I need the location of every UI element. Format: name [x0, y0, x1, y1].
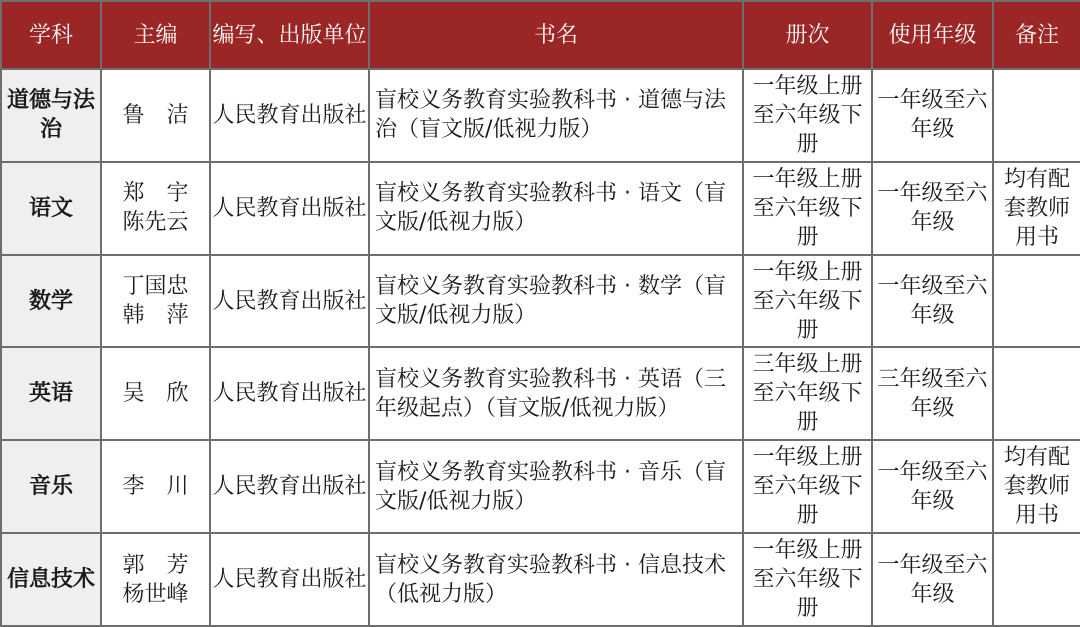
subject-cell-text: 语文 [28, 195, 73, 221]
subject-cell [1, 347, 101, 440]
volumes-cell [743, 162, 872, 255]
grades-cell-text: 一年级至六年级 [877, 459, 988, 514]
editor-cell [101, 533, 210, 626]
title-cell [369, 162, 743, 255]
title-cell-text: 盲校义务教育实验教科书 · 数学（盲文版/低视力版） [375, 274, 726, 329]
subject-cell-text: 道德与法治 [6, 88, 95, 143]
subject-cell-text: 数学 [28, 288, 73, 314]
editor-cell-text: 郭 芳 杨世峰 [122, 552, 189, 607]
editor-cell [101, 347, 210, 440]
subject-cell [1, 69, 101, 162]
table-row [1, 69, 1080, 162]
editor-cell [101, 255, 210, 348]
publisher-cell [210, 347, 369, 440]
title-cell-text: 盲校义务教育实验教科书 · 英语（三年级起点）（盲文版/低视力版） [375, 366, 726, 421]
remarks-cell [993, 69, 1080, 162]
volumes-cell [743, 255, 872, 348]
header-editor: 主编 [101, 1, 210, 69]
subject-cell [1, 162, 101, 255]
publisher-cell-text: 人民教育出版社 [212, 474, 367, 500]
table-body [1, 69, 1080, 626]
volumes-cell-text: 一年级上册至六年级下册 [752, 73, 863, 157]
volumes-cell-text: 一年级上册至六年级下册 [752, 538, 863, 622]
table-row [1, 440, 1080, 533]
volumes-cell [743, 69, 872, 162]
title-cell-text: 盲校义务教育实验教科书 · 信息技术（低视力版） [375, 552, 726, 607]
editor-cell [101, 162, 210, 255]
editor-cell-text: 李 川 [122, 474, 189, 500]
volumes-cell-text: 一年级上册至六年级下册 [752, 259, 863, 343]
table-row [1, 162, 1080, 255]
remarks-cell [993, 162, 1080, 255]
title-cell-text: 盲校义务教育实验教科书 · 音乐（盲文版/低视力版） [375, 459, 726, 514]
title-cell [369, 347, 743, 440]
header-subject: 学科 [1, 1, 101, 69]
publisher-cell-text: 人民教育出版社 [212, 102, 367, 128]
editor-cell [101, 440, 210, 533]
header-publisher: 编写、出版单位 [210, 1, 369, 69]
header-volumes: 册次 [743, 1, 872, 69]
grades-cell [872, 162, 993, 255]
publisher-cell-text: 人民教育出版社 [212, 195, 367, 221]
title-cell-text: 盲校义务教育实验教科书 · 道德与法治（盲文版/低视力版） [375, 88, 726, 143]
volumes-cell [743, 533, 872, 626]
remarks-cell-text: 均有配套教师用书 [1003, 166, 1070, 250]
table-row [1, 347, 1080, 440]
remarks-cell-text: 均有配套教师用书 [1003, 445, 1070, 529]
grades-cell-text: 三年级至六年级 [877, 366, 988, 421]
title-cell [369, 69, 743, 162]
editor-cell-text: 郑 宇 陈先云 [122, 181, 189, 236]
grades-cell-text: 一年级至六年级 [877, 552, 988, 607]
table-row [1, 255, 1080, 348]
subject-cell-text: 信息技术 [6, 567, 95, 593]
grades-cell [872, 69, 993, 162]
publisher-cell-text: 人民教育出版社 [212, 288, 367, 314]
volumes-cell-text: 三年级上册至六年级下册 [752, 352, 863, 436]
table-header-row [1, 1, 1080, 69]
grades-cell [872, 347, 993, 440]
publisher-cell [210, 533, 369, 626]
title-cell [369, 255, 743, 348]
remarks-cell [993, 440, 1080, 533]
publisher-cell-text: 人民教育出版社 [212, 567, 367, 593]
title-cell-text: 盲校义务教育实验教科书 · 语文（盲文版/低视力版） [375, 181, 726, 236]
grades-cell-text: 一年级至六年级 [877, 88, 988, 143]
publisher-cell [210, 255, 369, 348]
subject-cell [1, 255, 101, 348]
remarks-cell [993, 533, 1080, 626]
volumes-cell [743, 347, 872, 440]
grades-cell-text: 一年级至六年级 [877, 274, 988, 329]
subject-cell-text: 英语 [28, 381, 73, 407]
volumes-cell [743, 440, 872, 533]
grades-cell-text: 一年级至六年级 [877, 181, 988, 236]
grades-cell [872, 533, 993, 626]
volumes-cell-text: 一年级上册至六年级下册 [752, 166, 863, 250]
subject-cell [1, 533, 101, 626]
volumes-cell-text: 一年级上册至六年级下册 [752, 445, 863, 529]
remarks-cell [993, 347, 1080, 440]
table-row [1, 533, 1080, 626]
publisher-cell [210, 69, 369, 162]
header-remarks: 备注 [993, 1, 1080, 69]
title-cell [369, 440, 743, 533]
subject-cell [1, 440, 101, 533]
publisher-cell [210, 162, 369, 255]
editor-cell-text: 鲁 洁 [122, 102, 189, 128]
editor-cell [101, 69, 210, 162]
editor-cell-text: 丁国忠 韩 萍 [122, 274, 189, 329]
editor-cell-text: 吴 欣 [122, 381, 189, 407]
header-title: 书名 [369, 1, 743, 69]
remarks-cell [993, 255, 1080, 348]
title-cell [369, 533, 743, 626]
publisher-cell-text: 人民教育出版社 [212, 381, 367, 407]
grades-cell [872, 440, 993, 533]
header-grades: 使用年级 [872, 1, 993, 69]
grades-cell [872, 255, 993, 348]
publisher-cell [210, 440, 369, 533]
subject-cell-text: 音乐 [28, 474, 73, 500]
